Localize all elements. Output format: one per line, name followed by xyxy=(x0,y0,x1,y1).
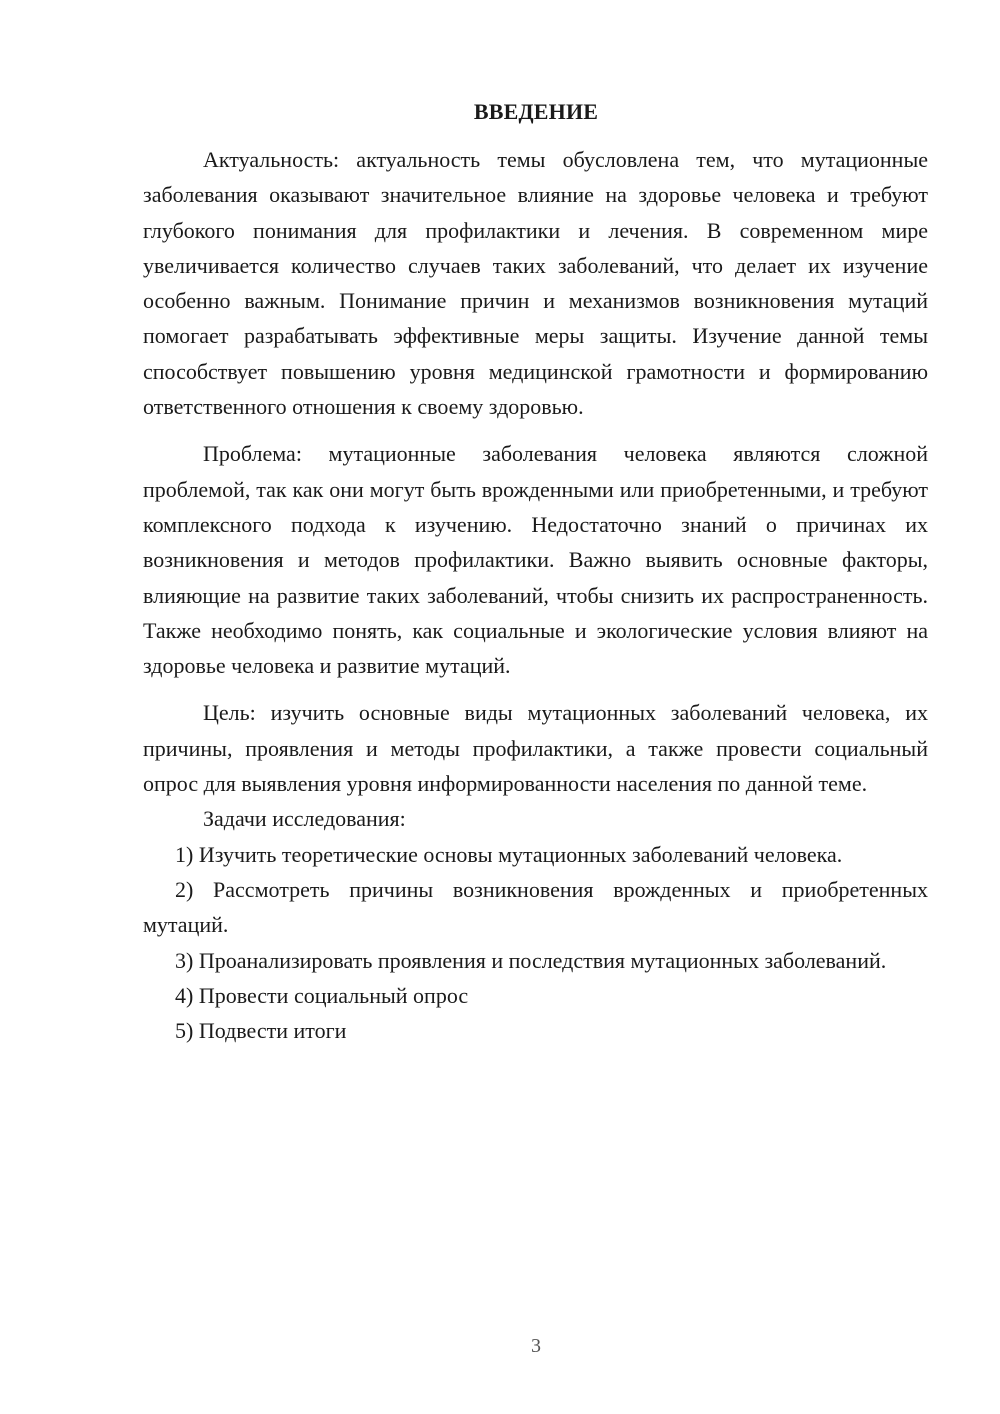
task-item-2: 2) Рассмотреть причины возникновения врожденных и приобретенных мутаций. xyxy=(143,876,928,938)
body-text xyxy=(143,142,928,1048)
task-item-1: 1) Изучить теоретические основы мутационных заболеваний человека. xyxy=(175,841,843,867)
problem-paragraph: Проблема: мутационные заболевания человека являются сложной проблемой, так как они могут быть врожденными или приобретенными, и требуют комплексного подхода к изучению. Недостаточно знаний о причинах их возникновения и методов профилактики. Важно выявить основные факторы, влияющие на развитие таких заболеваний, чтобы снизить их распространенность. Также необходимо понять, как социальные и экологические условия влияют на здоровье человека и развитие мутаций. xyxy=(143,441,928,679)
task-item-3: 3) Проанализировать проявления и последствия мутационных заболеваний. xyxy=(175,947,887,973)
task-item-5: 5) Подвести итоги xyxy=(175,1018,347,1044)
tasks-heading: Задачи исследования: xyxy=(203,806,406,832)
section-title: ВВЕДЕНИЕ xyxy=(473,99,599,124)
page-number: 3 xyxy=(531,1335,541,1357)
task-item-4: 4) Провести социальный опрос xyxy=(175,982,469,1008)
goal-paragraph: Цель: изучить основные виды мутационных заболеваний человека, их причины, проявления и методы профилактики, а также провести социальный опрос для выявления уровня информированности населения по данной теме. xyxy=(143,700,928,797)
relevance-paragraph: Актуальность: актуальность темы обусловлена тем, что мутационные заболевания оказывают значительное влияние на здоровье человека и требуют глубокого понимания для профилактики и лечения. В современном мире увеличивается количество случаев таких заболеваний, что делает их изучение особенно важным. Понимание причин и механизмов возникновения мутаций помогает разрабатывать эффективные меры защиты. Изучение данной темы способствует повышению уровня медицинской грамотности и формированию ответственного отношения к своему здоровью. xyxy=(143,147,928,420)
